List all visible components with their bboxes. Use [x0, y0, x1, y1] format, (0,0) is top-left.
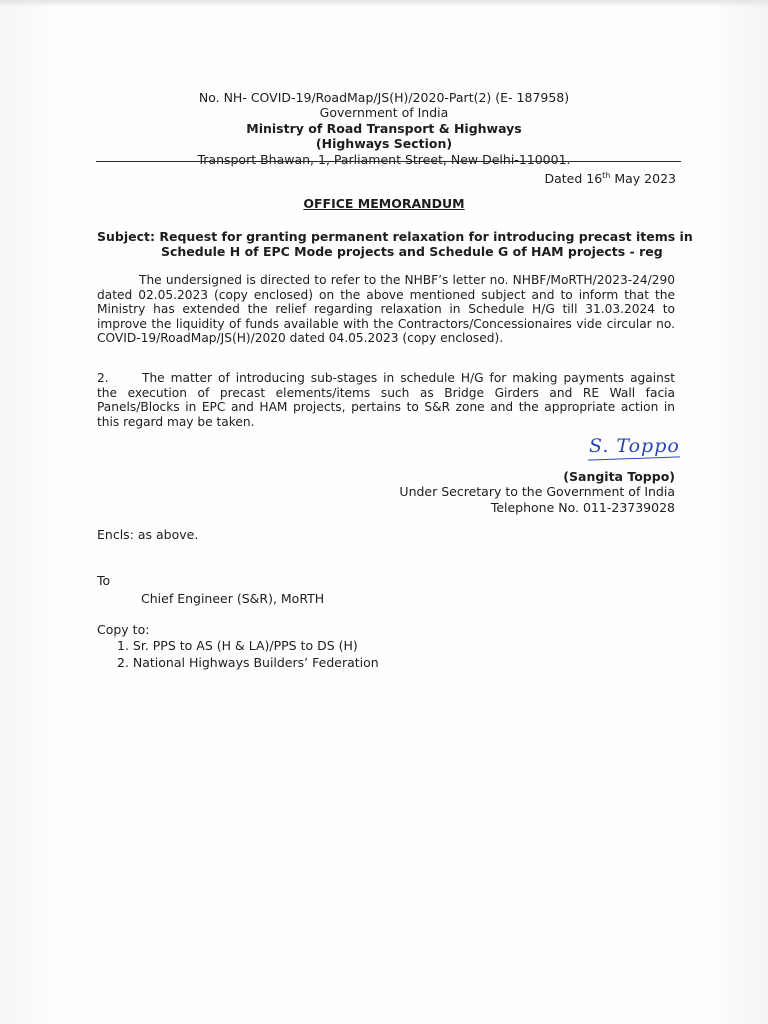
copy-to-label: Copy to:	[97, 622, 150, 637]
reference-number: No. NH- COVID-19/RoadMap/JS(H)/2020-Part(2) (E- 187958)	[198, 90, 570, 105]
address-line: Transport Bhawan, 1, Parliament Street, New Delhi-110001.	[197, 152, 571, 167]
enclosures-note: Encls: as above.	[97, 527, 199, 542]
paragraph-2-number: 2.	[97, 371, 109, 385]
memo-title: OFFICE MEMORANDUM	[303, 196, 465, 211]
government-name: Government of India	[319, 105, 449, 120]
signatory-name: (Sangita Toppo)	[563, 469, 675, 484]
copy-to-item: 1. Sr. PPS to AS (H & LA)/PPS to DS (H)	[117, 638, 358, 653]
signatory-designation: Under Secretary to the Government of India	[399, 484, 675, 499]
paragraph-1-text: The undersigned is directed to refer to the NHBF’s letter no. NHBF/MoRTH/2023-24/290 dated 02.05.2023 (copy enclosed) on the above mentioned subject and to inform that the Ministry has extended the relief regarding relaxation in Schedule H/G till 31.03.2024 to improve the liquidity of funds available with the Contractors/Concessionaires vide circular no. COVID-19/RoadMap/JS(H)/2020 dated 04.05.2023 (copy enclosed).	[97, 273, 675, 345]
paragraph-2	[97, 371, 675, 429]
paragraph-1	[97, 273, 675, 346]
ministry-name: Ministry of Road Transport & Highways	[246, 121, 522, 136]
to-label: To	[97, 573, 111, 588]
header-divider	[96, 161, 681, 162]
memo-date: Dated 16th May 2023	[544, 171, 676, 187]
signatory-telephone: Telephone No. 011-23739028	[490, 500, 675, 515]
section-name: (Highways Section)	[315, 136, 453, 151]
handwritten-signature: S. Toppo	[589, 435, 680, 457]
scan-edge-shadow	[0, 0, 768, 7]
signature-underline	[588, 456, 680, 460]
paragraph-2-text: The matter of introducing sub-stages in schedule H/G for making payments against the execution of precast elements/items such as Bridge Girders and RE Wall facia Panels/Blocks in EPC and HAM projects, pertains to S&R zone and the appropriate action in this regard may be taken.	[97, 371, 675, 429]
copy-to-item: 2. National Highways Builders’ Federation	[117, 655, 379, 670]
subject-line-1: Subject: Request for granting permanent relaxation for introducing precast items in	[97, 229, 693, 244]
to-recipient: Chief Engineer (S&R), MoRTH	[141, 591, 325, 606]
subject-line-2: Schedule H of EPC Mode projects and Schedule G of HAM projects - reg	[161, 244, 663, 259]
